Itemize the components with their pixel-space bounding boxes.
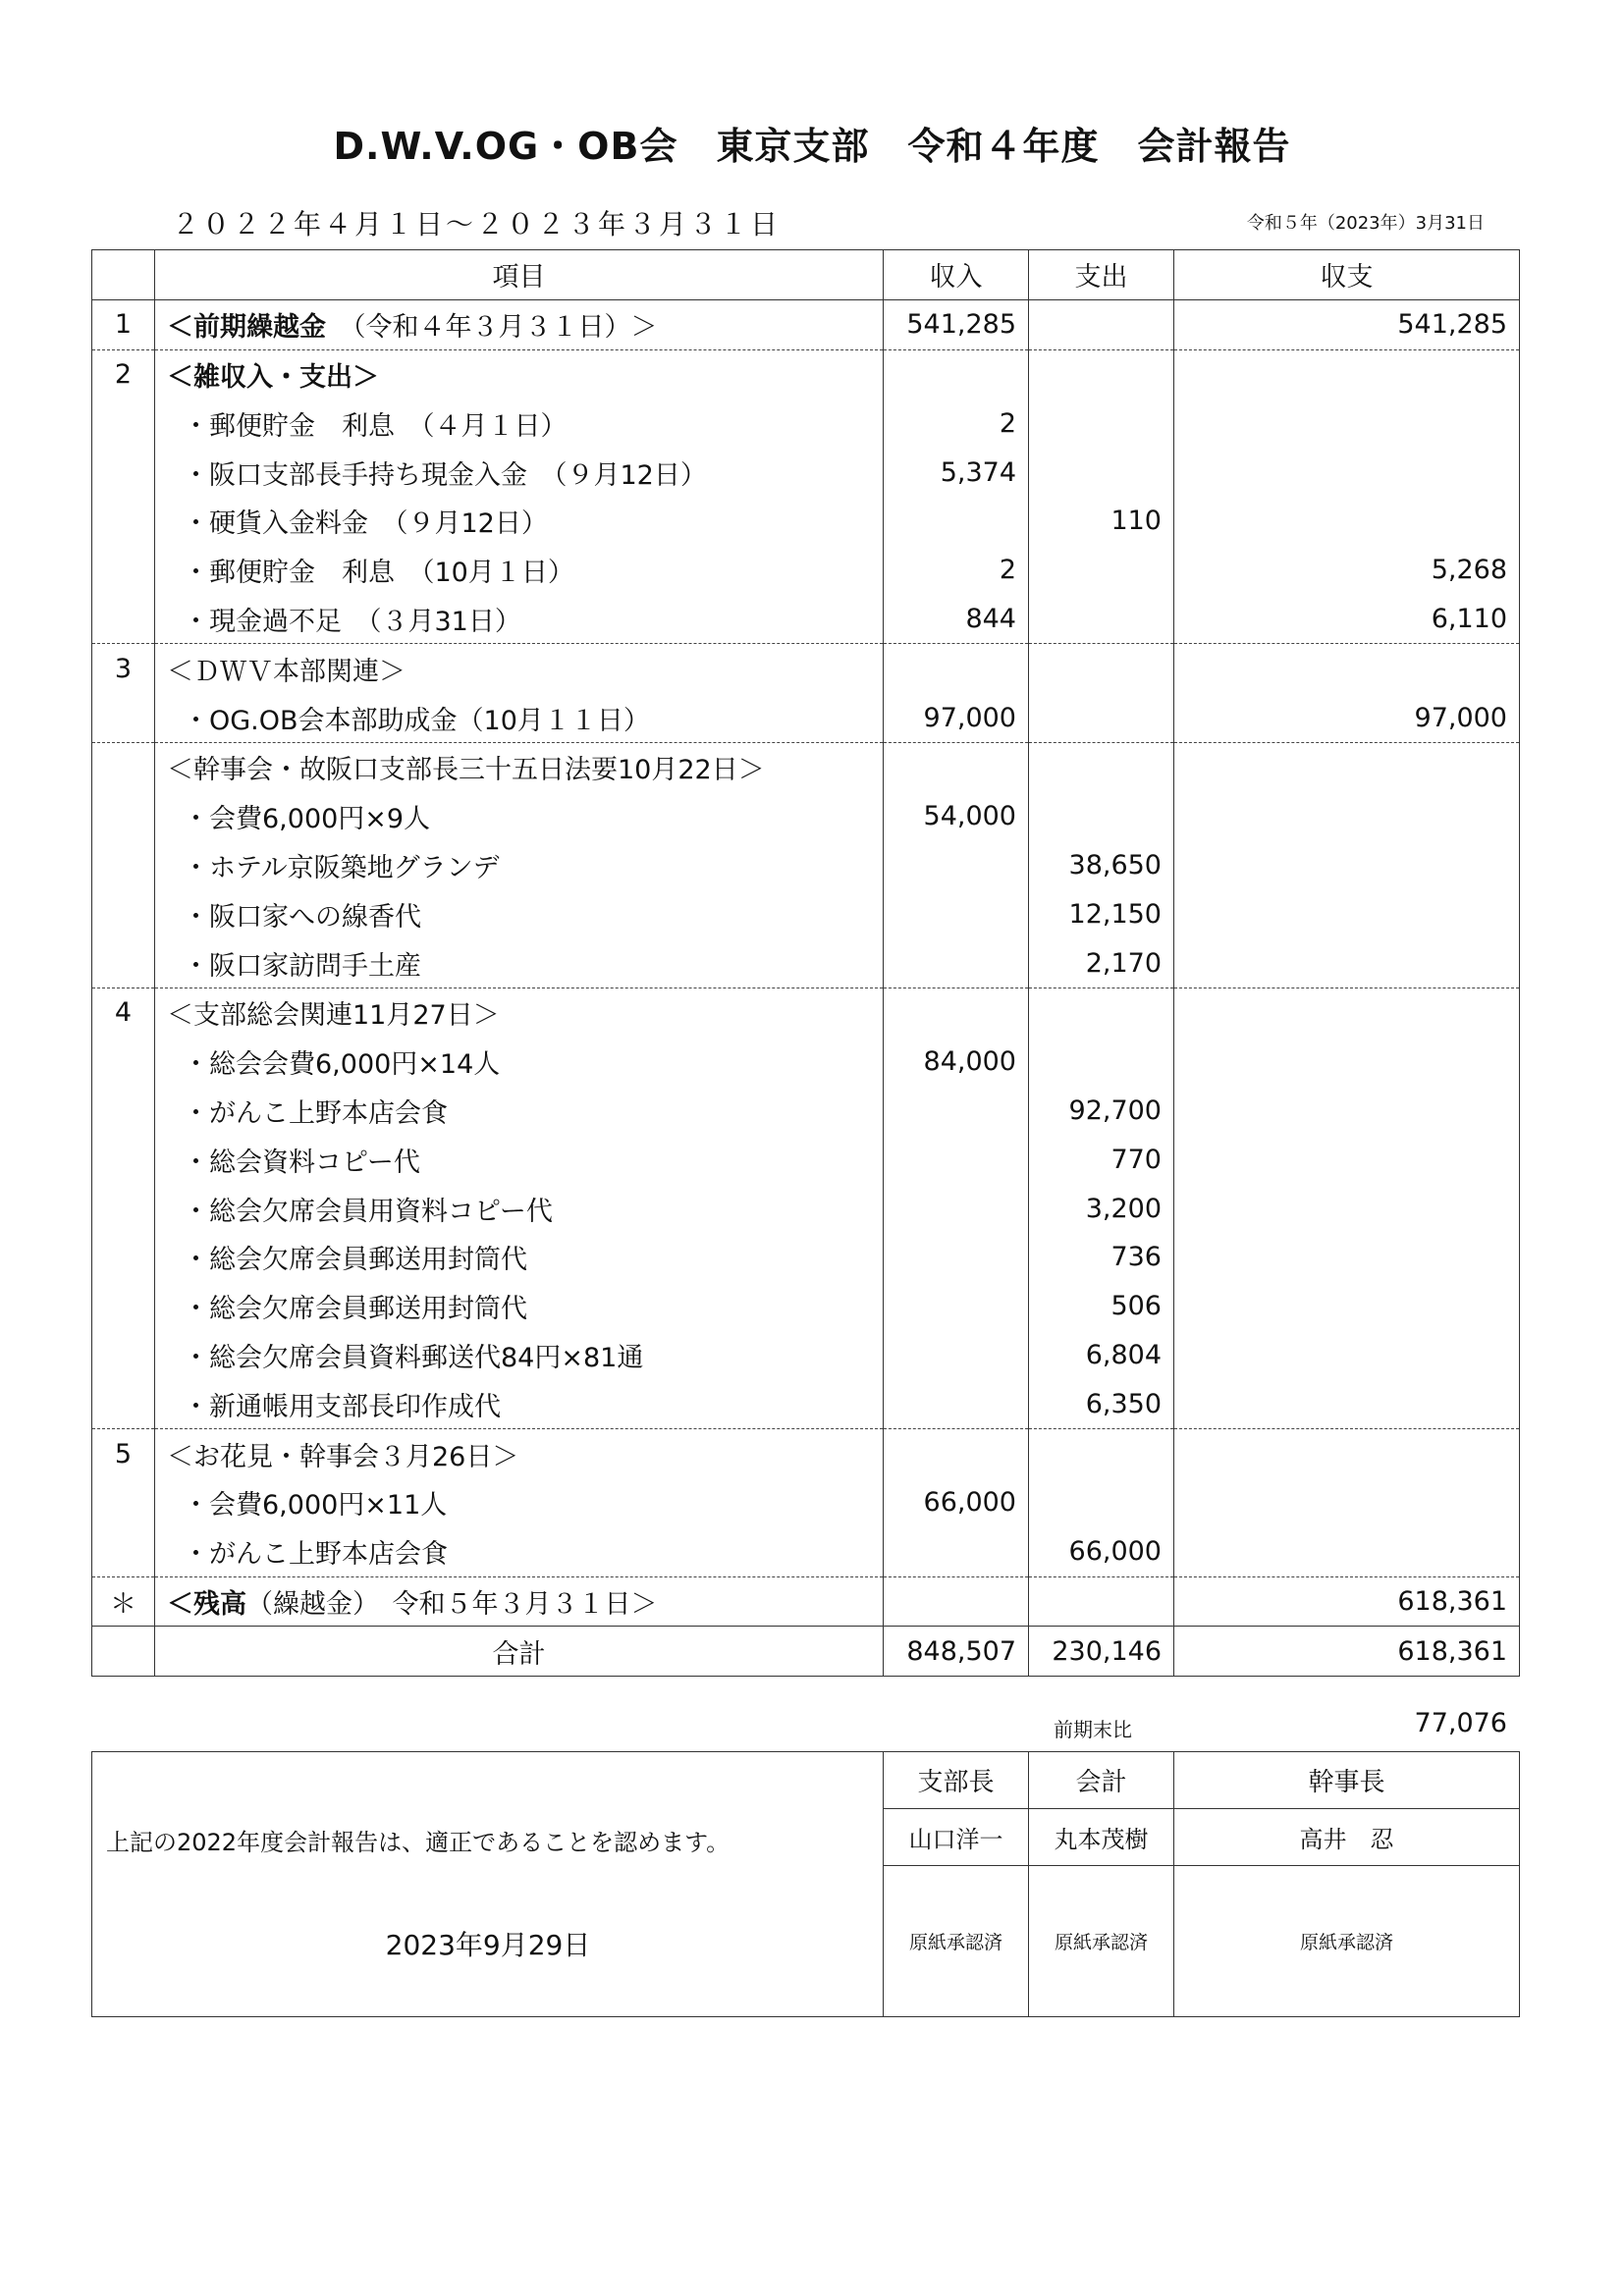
row-income: 2	[884, 399, 1029, 448]
row-balance	[1174, 1087, 1520, 1136]
total-row	[92, 1627, 1520, 1677]
row-number	[92, 1135, 155, 1184]
row-expense: 3,200	[1029, 1184, 1174, 1233]
row-item-note: （令和４年３月３１日）＞	[326, 312, 658, 344]
row-number	[92, 841, 155, 890]
row-income	[884, 1331, 1029, 1380]
row-expense	[1029, 1429, 1174, 1478]
row-number	[92, 1087, 155, 1136]
row-expense: 2,170	[1029, 938, 1174, 988]
row-number	[92, 497, 155, 546]
table-row	[92, 1429, 1520, 1478]
row-expense: 6,350	[1029, 1379, 1174, 1428]
row-income	[884, 644, 1029, 693]
row-balance	[1174, 1429, 1520, 1478]
row-number	[92, 1379, 155, 1428]
row-item: ・阪口家訪問手土産	[155, 938, 884, 988]
fiscal-period: ２０２２年４月１日～２０２３年３月３１日	[172, 208, 782, 240]
row-item: ・総会欠席会員資料郵送代84円×81通	[155, 1331, 884, 1380]
row-number: ＊	[92, 1576, 155, 1627]
total-label: 合計	[155, 1627, 884, 1677]
table-row	[92, 841, 1520, 890]
row-number	[92, 399, 155, 448]
row-expense	[1029, 448, 1174, 497]
row-balance	[1174, 644, 1520, 693]
row-income	[884, 938, 1029, 988]
approval-statement: 上記の2022年度会計報告は、適正であることを認めます。	[106, 1829, 731, 1856]
row-number	[92, 1282, 155, 1331]
row-balance	[1174, 1331, 1520, 1380]
stamp-branch-head: 原紙承認済	[884, 1866, 1029, 2017]
row-expense	[1029, 299, 1174, 349]
role-branch-head: 支部長	[884, 1752, 1029, 1809]
row-number	[92, 693, 155, 742]
row-item-heading: ＜前期繰越金	[167, 312, 326, 344]
row-item: ・がんこ上野本店会食	[155, 1087, 884, 1136]
row-item-note: （繰越金） 令和５年３月３１日＞	[246, 1588, 658, 1620]
row-balance	[1174, 1379, 1520, 1428]
table-row	[92, 742, 1520, 791]
table-row	[92, 1087, 1520, 1136]
row-item: ・郵便貯金 利息 （10月１日）	[155, 546, 884, 595]
row-expense	[1029, 693, 1174, 742]
row-income	[884, 1233, 1029, 1282]
row-expense: 92,700	[1029, 1087, 1174, 1136]
table-row	[92, 1478, 1520, 1527]
row-item: ・総会資料コピー代	[155, 1135, 884, 1184]
row-expense	[1029, 644, 1174, 693]
row-number: 2	[92, 349, 155, 399]
row-expense	[1029, 595, 1174, 644]
row-item	[155, 299, 884, 349]
row-number: 4	[92, 988, 155, 1037]
row-item: ・硬貨入金料金 （９月12日）	[155, 497, 884, 546]
table-row	[92, 1379, 1520, 1428]
name-branch-head: 山口洋一	[884, 1809, 1029, 1866]
table-row	[92, 595, 1520, 644]
row-number	[92, 742, 155, 791]
row-expense: 6,804	[1029, 1331, 1174, 1380]
row-item: ・阪口家への線香代	[155, 889, 884, 938]
row-balance	[1174, 349, 1520, 399]
row-number	[92, 1527, 155, 1576]
row-balance	[1174, 889, 1520, 938]
row-number	[92, 792, 155, 841]
role-secretary-general: 幹事長	[1174, 1752, 1520, 1809]
row-item: ＜ＤＷＶ本部関連＞	[155, 644, 884, 693]
row-number: 3	[92, 644, 155, 693]
row-item: ・総会欠席会員郵送用封筒代	[155, 1233, 884, 1282]
row-balance: 6,110	[1174, 595, 1520, 644]
row-number	[92, 1038, 155, 1087]
table-row	[92, 644, 1520, 693]
name-secretary-general: 高井 忍	[1174, 1809, 1520, 1866]
row-income	[884, 841, 1029, 890]
header-balance: 収支	[1174, 250, 1520, 300]
row-expense	[1029, 792, 1174, 841]
row-income	[884, 1135, 1029, 1184]
row-balance	[1174, 792, 1520, 841]
table-row	[92, 1038, 1520, 1087]
row-income: 5,374	[884, 448, 1029, 497]
row-balance	[1174, 938, 1520, 988]
row-balance	[1174, 1184, 1520, 1233]
row-item	[155, 1576, 884, 1627]
row-number	[92, 938, 155, 988]
comparison-label: 前期末比	[1054, 1718, 1132, 1741]
total-balance: 618,361	[1174, 1627, 1520, 1677]
row-item: ＜支部総会関連11月27日＞	[155, 988, 884, 1037]
table-row	[92, 399, 1520, 448]
row-number	[92, 1331, 155, 1380]
row-number	[92, 1184, 155, 1233]
stamp-secretary-general: 原紙承認済	[1174, 1866, 1520, 2017]
row-balance	[1174, 399, 1520, 448]
row-balance	[1174, 988, 1520, 1037]
table-row	[92, 1233, 1520, 1282]
row-expense	[1029, 988, 1174, 1037]
row-balance	[1174, 1135, 1520, 1184]
row-number	[92, 889, 155, 938]
row-item: ・がんこ上野本店会食	[155, 1527, 884, 1576]
row-income	[884, 1282, 1029, 1331]
row-expense	[1029, 546, 1174, 595]
row-item: ・総会欠席会員用資料コピー代	[155, 1184, 884, 1233]
total-expense: 230,146	[1029, 1627, 1174, 1677]
row-balance: 5,268	[1174, 546, 1520, 595]
header-income: 収入	[884, 250, 1029, 300]
total-income: 848,507	[884, 1627, 1029, 1677]
row-income: 97,000	[884, 693, 1029, 742]
row-item: ・会費6,000円×9人	[155, 792, 884, 841]
row-income	[884, 988, 1029, 1037]
row-income	[884, 1429, 1029, 1478]
row-item: ・現金過不足 （３月31日）	[155, 595, 884, 644]
row-balance	[1174, 448, 1520, 497]
row-income	[884, 1184, 1029, 1233]
report-date: 令和５年（2023年）3月31日	[1246, 213, 1485, 234]
approval-date: 2023年9月29日	[385, 1929, 591, 1961]
row-item-heading: ＜雑収入・支出＞	[167, 361, 379, 393]
row-expense	[1029, 1478, 1174, 1527]
table-row	[92, 448, 1520, 497]
table-row	[92, 1576, 1520, 1627]
table-row	[92, 1135, 1520, 1184]
table-row	[92, 938, 1520, 988]
row-item: ・新通帳用支部長印作成代	[155, 1379, 884, 1428]
row-number	[92, 448, 155, 497]
row-balance	[1174, 1527, 1520, 1576]
row-number: 5	[92, 1429, 155, 1478]
header-item: 項目	[155, 250, 884, 300]
row-item: ＜お花見・幹事会３月26日＞	[155, 1429, 884, 1478]
table-row	[92, 693, 1520, 742]
row-item: ・OG.OB会本部助成金（10月１１日）	[155, 693, 884, 742]
row-income	[884, 742, 1029, 791]
row-expense	[1029, 399, 1174, 448]
row-expense: 506	[1029, 1282, 1174, 1331]
row-number	[92, 1233, 155, 1282]
row-item-heading: ＜残高	[167, 1588, 246, 1620]
total-empty	[92, 1627, 155, 1677]
row-expense	[1029, 1038, 1174, 1087]
row-balance: 541,285	[1174, 299, 1520, 349]
table-row	[92, 497, 1520, 546]
row-expense: 770	[1029, 1135, 1174, 1184]
approval-table	[91, 1751, 1520, 2017]
row-income	[884, 889, 1029, 938]
row-expense	[1029, 1576, 1174, 1627]
row-balance	[1174, 497, 1520, 546]
row-number: 1	[92, 299, 155, 349]
row-expense: 38,650	[1029, 841, 1174, 890]
row-number	[92, 546, 155, 595]
row-income	[884, 1379, 1029, 1428]
row-balance	[1174, 1282, 1520, 1331]
row-income: 2	[884, 546, 1029, 595]
row-expense: 110	[1029, 497, 1174, 546]
row-income: 66,000	[884, 1478, 1029, 1527]
ledger-table	[91, 249, 1520, 1677]
row-balance	[1174, 841, 1520, 890]
table-row	[92, 889, 1520, 938]
row-income	[884, 349, 1029, 399]
table-row	[92, 299, 1520, 349]
table-row	[92, 546, 1520, 595]
row-item: ・阪口支部長手持ち現金入金 （９月12日）	[155, 448, 884, 497]
row-income: 844	[884, 595, 1029, 644]
stamp-accountant: 原紙承認済	[1029, 1866, 1174, 2017]
row-balance: 618,361	[1174, 1576, 1520, 1627]
table-row	[92, 1184, 1520, 1233]
name-accountant: 丸本茂樹	[1029, 1809, 1174, 1866]
row-expense	[1029, 742, 1174, 791]
row-number	[92, 595, 155, 644]
row-income	[884, 1087, 1029, 1136]
row-item: ・ホテル京阪築地グランデ	[155, 841, 884, 890]
row-balance	[1174, 1038, 1520, 1087]
row-item: ・総会会費6,000円×14人	[155, 1038, 884, 1087]
row-income	[884, 1527, 1029, 1576]
role-accountant: 会計	[1029, 1752, 1174, 1809]
row-item: ＜幹事会・故阪口支部長三十五日法要10月22日＞	[155, 742, 884, 791]
row-income: 84,000	[884, 1038, 1029, 1087]
table-row	[92, 792, 1520, 841]
header-expense: 支出	[1029, 250, 1174, 300]
row-balance	[1174, 742, 1520, 791]
row-item: ・総会欠席会員郵送用封筒代	[155, 1282, 884, 1331]
approval-statement-cell	[92, 1752, 884, 2017]
ledger-header-row	[92, 250, 1520, 300]
row-balance: 97,000	[1174, 693, 1520, 742]
table-row	[92, 1527, 1520, 1576]
table-row	[92, 988, 1520, 1037]
table-row	[92, 1331, 1520, 1380]
row-income	[884, 1576, 1029, 1627]
row-item: ・会費6,000円×11人	[155, 1478, 884, 1527]
header-no	[92, 250, 155, 300]
comparison-value: 77,076	[1414, 1708, 1507, 1738]
comparison-line	[91, 1704, 1519, 1747]
row-number	[92, 1478, 155, 1527]
row-income: 54,000	[884, 792, 1029, 841]
row-balance	[1174, 1233, 1520, 1282]
row-expense: 12,150	[1029, 889, 1174, 938]
row-balance	[1174, 1478, 1520, 1527]
row-income	[884, 497, 1029, 546]
table-row	[92, 349, 1520, 399]
row-expense: 736	[1029, 1233, 1174, 1282]
table-row	[92, 1282, 1520, 1331]
report-title: D.W.V.OG・OB会 東京支部 令和４年度 会計報告	[333, 125, 1291, 168]
row-expense: 66,000	[1029, 1527, 1174, 1576]
row-item	[155, 349, 884, 399]
row-expense	[1029, 349, 1174, 399]
row-item: ・郵便貯金 利息 （４月１日）	[155, 399, 884, 448]
row-income: 541,285	[884, 299, 1029, 349]
